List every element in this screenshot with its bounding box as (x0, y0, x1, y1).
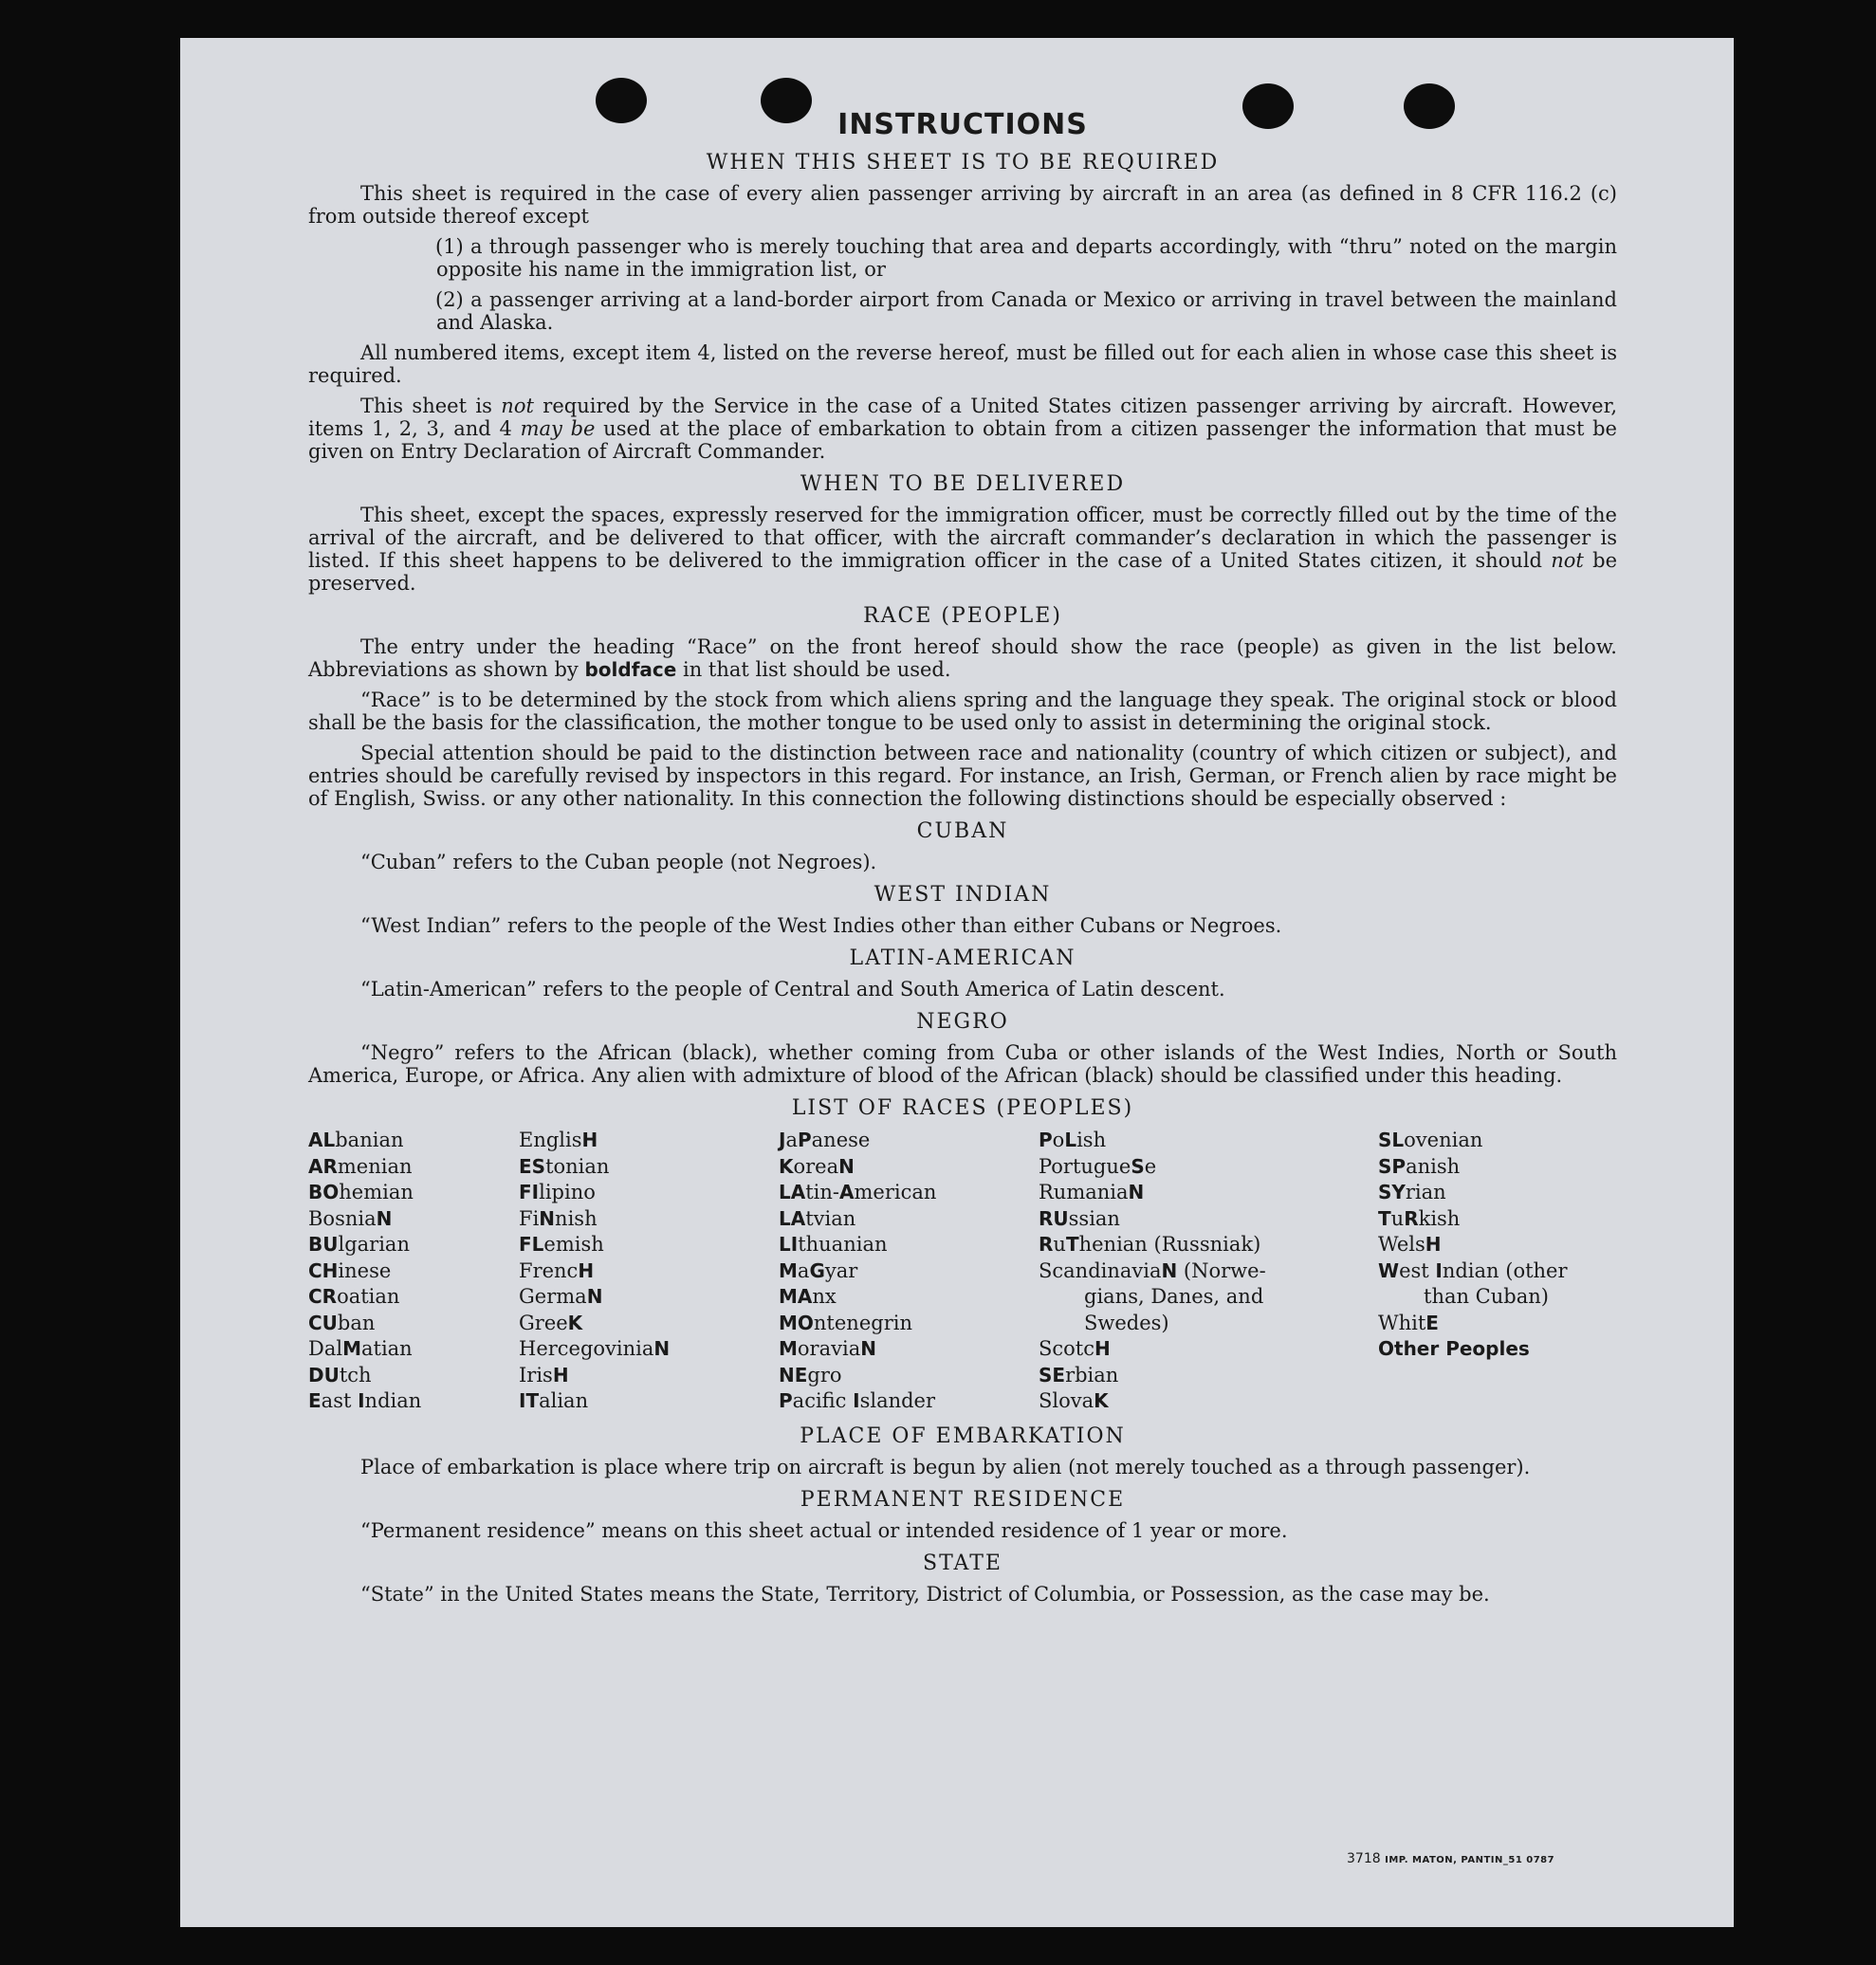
paragraph: Place of embarkation is place where trip on aircraft is begun by alien (not merely touched as a through passenger). (360, 1455, 1531, 1478)
form-number: 3718 (1347, 1851, 1381, 1866)
race-entry: CRoatian (308, 1285, 400, 1308)
race-entry: SPanish (1378, 1154, 1461, 1178)
paragraph: “Cuban” refers to the Cuban people (not Negroes). (360, 851, 877, 873)
section-heading-residence: PERMANENT RESIDENCE (800, 1487, 1126, 1512)
race-entry: ARmenian (308, 1154, 413, 1178)
paragraph: This sheet, except the spaces, expressly reserved for the immigration officer, must be correctly filled out by the time of the arrival of the aircraft, and be delivered to that officer, with the aircraft commander’s declaration in which the passenger is listed. If this sheet happens to be delivered to the immigration officer in the case of a United States citizen, it should not be preserved. (308, 504, 1617, 595)
instructions-content (308, 108, 1617, 1613)
list-item: (2) a passenger arriving at a land-border airport from Canada or Mexico or arriving in travel between the mainland and Alaska. (435, 288, 1617, 334)
section-heading-race: RACE (PEOPLE) (863, 604, 1062, 628)
race-entry: FIlipino (519, 1181, 596, 1203)
race-entry: PortugueSe (1039, 1154, 1157, 1178)
race-entry: MaGyar (779, 1258, 858, 1282)
race-entry: FrencH (519, 1258, 595, 1282)
section-heading-state: STATE (923, 1551, 1002, 1575)
race-entry: TuRkish (1378, 1206, 1461, 1230)
race-entry: than Cuban) (1424, 1285, 1549, 1308)
race-entry: RumaniaN (1039, 1181, 1145, 1203)
race-entry: JaPanese (779, 1129, 871, 1151)
race-entry: ScotcH (1039, 1337, 1111, 1360)
printer-imprint (1347, 1851, 1554, 1866)
paragraph: All numbered items, except item 4, listed on the reverse hereof, must be filled out for each alien in whose case this sheet is required. (308, 341, 1617, 387)
paragraph: “State” in the United States means the State, Territory, District of Columbia, or Possession, as the case may be. (360, 1582, 1490, 1606)
race-entry: HercegoviniaN (519, 1337, 671, 1360)
race-entry: WhitE (1378, 1311, 1439, 1334)
race-entry: PoLish (1039, 1129, 1107, 1151)
paragraph: Special attention should be paid to the distinction between race and nationality (country of which citizen or subject), and entries should be carefully revised by inspectors in this regard. For instance, an Irish, German, or French alien by race might be of English, Swiss. or any other nationality. In this connection the following distinctions should be especially observed : (308, 742, 1617, 810)
race-entry: BOhemian (308, 1181, 414, 1203)
race-entry: CHinese (308, 1258, 392, 1282)
race-entry: DUtch (308, 1363, 372, 1387)
list-item: (1) a through passenger who is merely touching that area and departs accordingly, with “thru” noted on the margin opposite his name in the immigration list, or (435, 235, 1617, 281)
races-column (308, 1128, 519, 1415)
paragraph: “West Indian” refers to the people of the West Indies other than either Cubans or Negroes. (360, 914, 1282, 937)
race-entry: SLovenian (1378, 1129, 1483, 1151)
race-entry: LAtvian (779, 1206, 856, 1230)
race-entry: GreeK (519, 1311, 583, 1334)
race-entry: FiNnish (519, 1206, 598, 1230)
race-entry: ITalian (519, 1389, 589, 1412)
section-heading-delivered: WHEN TO BE DELIVERED (800, 472, 1126, 496)
section-heading-embarkation: PLACE OF EMBARKATION (800, 1423, 1126, 1448)
page-title: INSTRUCTIONS (837, 108, 1088, 141)
race-entry: MOntenegrin (779, 1311, 912, 1334)
race-entry: WelsH (1378, 1233, 1442, 1256)
race-entry: CUban (308, 1311, 376, 1334)
races-list (308, 1128, 1617, 1415)
race-entry: BUlgarian (308, 1233, 410, 1256)
section-heading-negro: NEGRO (916, 1010, 1009, 1034)
race-entry: SErbian (1039, 1363, 1119, 1387)
race-entry: BosniaN (308, 1206, 393, 1230)
races-column (779, 1128, 1039, 1415)
race-entry: DalMatian (308, 1337, 413, 1360)
printer-name: IMP. MATON, PANTIN_51 0787 (1385, 1855, 1555, 1865)
race-entry: EnglisH (519, 1129, 598, 1151)
race-entry: GermaN (519, 1285, 603, 1308)
race-entry: gians, Danes, and (1084, 1285, 1264, 1308)
race-entry: KoreaN (779, 1154, 855, 1178)
paragraph: “Latin-American” refers to the people of Central and South America of Latin descent. (360, 978, 1225, 1001)
section-heading-list-of-races: LIST OF RACES (PEOPLES) (791, 1096, 1134, 1120)
section-heading-required: WHEN THIS SHEET IS TO BE REQUIRED (706, 151, 1220, 174)
paragraph: This sheet is required in the case of every alien passenger arriving by aircraft in an area (as defined in 8 CFR 116.2 (c) from outside thereof except (308, 182, 1617, 228)
race-entry: Swedes) (1084, 1311, 1169, 1334)
paragraph: The entry under the heading “Race” on the front hereof should show the race (people) as given in the list below. Abbreviations as shown by boldface in that list should be used. (308, 635, 1617, 681)
race-entry: RuThenian (Russniak) (1039, 1233, 1261, 1256)
races-column (1378, 1128, 1617, 1415)
race-entry: East Indian (308, 1389, 422, 1412)
section-heading-west-indian: WEST INDIAN (874, 883, 1052, 907)
race-entry: ScandinaviaN (Norwe- (1039, 1258, 1266, 1282)
section-heading-latin-american: LATIN-AMERICAN (849, 946, 1076, 970)
race-entry: NEgro (779, 1363, 842, 1387)
races-column (519, 1128, 779, 1415)
race-entry: LIthuanian (779, 1233, 888, 1256)
race-entry: West Indian (other (1378, 1258, 1568, 1282)
paragraph: “Permanent residence” means on this sheet actual or intended residence of 1 year or more. (360, 1518, 1288, 1542)
race-entry: RUssian (1039, 1206, 1120, 1230)
document-sheet (180, 38, 1734, 1927)
race-entry: LAtin-American (779, 1181, 937, 1203)
race-entry: ALbanian (308, 1129, 404, 1151)
race-entry: Other Peoples (1378, 1337, 1530, 1360)
race-entry: SlovaK (1039, 1389, 1109, 1412)
paragraph: “Negro” refers to the African (black), whether coming from Cuba or other islands of the West Indies, North or South America, Europe, or Africa. Any alien with admixture of blood of the African (black) should be classified under this heading. (308, 1041, 1617, 1087)
race-entry: SYrian (1378, 1181, 1446, 1203)
races-column (1039, 1128, 1378, 1415)
race-entry: IrisH (519, 1363, 569, 1387)
race-entry: FLemish (519, 1233, 604, 1256)
paragraph: “Race” is to be determined by the stock from which aliens spring and the language they speak. The original stock or blood shall be the basis for the classification, the mother tongue to be used only to assist in determining the original stock. (308, 689, 1617, 734)
section-heading-cuban: CUBAN (916, 819, 1009, 843)
race-entry: MAnx (779, 1285, 837, 1308)
race-entry: Pacific Islander (779, 1389, 936, 1412)
race-entry: MoraviaN (779, 1337, 876, 1360)
paragraph: This sheet is not required by the Service in the case of a United States citizen passenger arriving by aircraft. However, items 1, 2, 3, and 4 may be used at the place of embarkation to obtain from a citizen passenger the information that must be given on Entry Declaration of Aircraft Commander. (308, 395, 1617, 463)
race-entry: EStonian (519, 1154, 610, 1178)
